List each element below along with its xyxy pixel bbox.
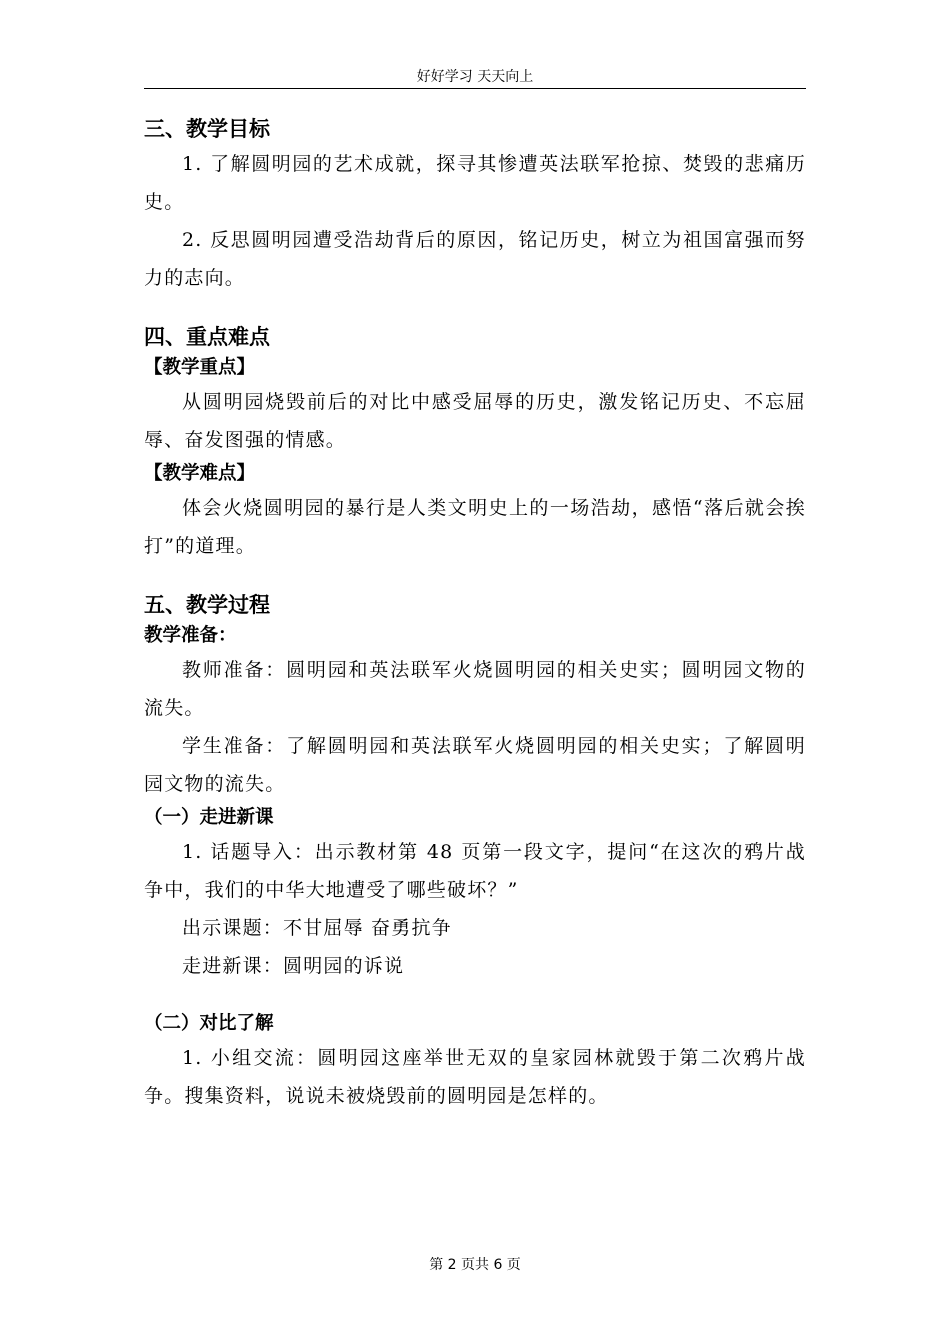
page-header: 好好学习 天天向上 — [416, 69, 534, 85]
document-body — [144, 113, 806, 1115]
spacer — [144, 985, 806, 1009]
spacer — [144, 565, 806, 589]
goal-1: 1. 了解圆明园的艺术成就，探寻其惨遭英法联军抢掠、焚毁的悲痛历史。 — [144, 153, 806, 213]
part2-label: （二）对比了解 — [144, 1013, 274, 1034]
section-title-process: 五、教学过程 — [144, 593, 270, 617]
page-footer: 第 2 页共 6 页 — [429, 1257, 521, 1273]
prep-label: 教学准备： — [144, 625, 237, 646]
part1-label: （一）走进新课 — [144, 807, 274, 828]
difficulty-text: 体会火烧圆明园的暴行是人类文明史上的一场浩劫，感悟“落后就会挨打”的道理。 — [144, 497, 806, 557]
part1-intro: 1. 话题导入：出示教材第 48 页第一段文字，提问“在这次的鸦片战争中，我们的中华大地遭受了哪些破坏？” — [144, 841, 806, 901]
student-prep: 学生准备：了解圆明园和英法联军火烧圆明园的相关史实；了解圆明园文物的流失。 — [144, 735, 806, 795]
spacer — [144, 297, 806, 321]
teacher-prep: 教师准备：圆明园和英法联军火烧圆明园的相关史实；圆明园文物的流失。 — [144, 659, 806, 719]
part2-discussion: 1. 小组交流：圆明园这座举世无双的皇家园林就毁于第二次鸦片战争。搜集资料，说说未被烧毁前的圆明园是怎样的。 — [144, 1047, 806, 1107]
difficulty-label: 【教学难点】 — [144, 463, 256, 484]
goal-2: 2. 反思圆明园遭受浩劫背后的原因，铭记历史，树立为祖国富强而努力的志向。 — [144, 229, 806, 289]
part1-enter: 走进新课：圆明园的诉说 — [182, 955, 405, 977]
focus-text: 从圆明园烧毁前后的对比中感受屈辱的历史，激发铭记历史、不忘屈辱、奋发图强的情感。 — [144, 391, 806, 451]
header-rule — [144, 88, 806, 89]
part1-topic: 出示课题：不甘屈辱 奋勇抗争 — [182, 917, 452, 939]
section-title-goals: 三、教学目标 — [144, 117, 270, 141]
focus-label: 【教学重点】 — [144, 357, 256, 378]
section-title-keys: 四、重点难点 — [144, 325, 270, 349]
